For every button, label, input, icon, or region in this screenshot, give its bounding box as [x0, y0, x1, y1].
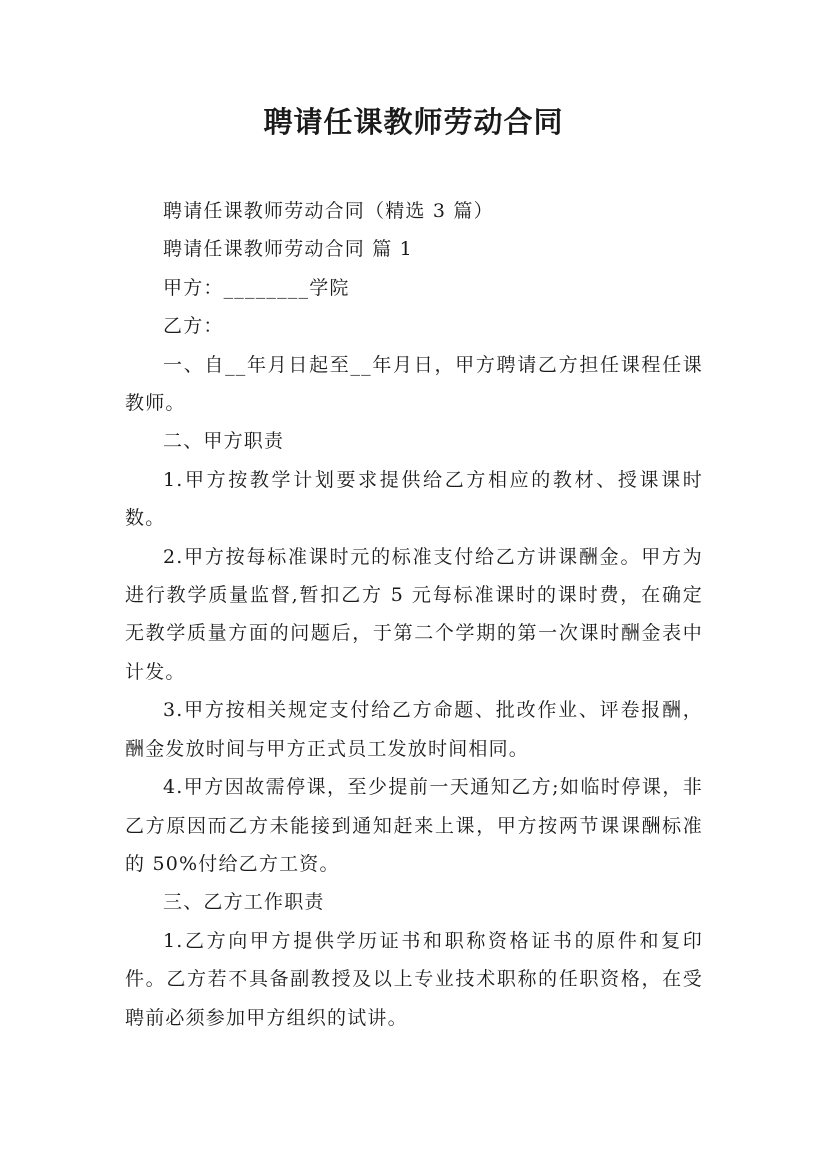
- paragraph-heading-party-a-duties: 二、甲方职责: [163, 430, 285, 453]
- paragraph-subtitle: 聘请任课教师劳动合同（精选 3 篇）: [163, 200, 494, 222]
- paragraph-party-a: 甲方：________学院: [163, 276, 350, 299]
- document-body: [125, 192, 703, 1037]
- paragraph-a-duty-1: 1.甲方按教学计划要求提供给乙方相应的教材、授课课时数。: [125, 468, 703, 530]
- paragraph-a-duty-4: 4.甲方因故需停课，至少提前一天通知乙方;如临时停课，非乙方原因而乙方未能接到通知赶来上课，甲方按两节课课酬标准的 50%付给乙方工资。: [125, 776, 703, 875]
- paragraph-a-duty-3: 3.甲方按相关规定支付给乙方命题、批改作业、评卷报酬，酬金发放时间与甲方正式员工发放时间相同。: [125, 699, 703, 760]
- paragraph-heading-party-b-duties: 三、乙方工作职责: [163, 891, 325, 914]
- paragraph-b-duty-1: 1.乙方向甲方提供学历证书和职称资格证书的原件和复印件。乙方若不具备副教授及以上专业技术职称的任职资格，在受聘前必须参加甲方组织的试讲。: [125, 929, 703, 1029]
- paragraph-a-duty-2: 2.甲方按每标准课时元的标准支付给乙方讲课酬金。甲方为进行教学质量监督,暂扣乙方 5 元每标准课时的课时费，在确定无教学质量方面的问题后，于第二个学期的第一次课时酬金表中计发。: [125, 545, 703, 683]
- paragraph-section-heading: 聘请任课教师劳动合同 篇 1: [163, 238, 413, 261]
- paragraph-party-b: 乙方：: [163, 315, 224, 338]
- document-title: 聘请任课教师劳动合同: [263, 105, 564, 139]
- paragraph-clause-1: 一、自__年月日起至__年月日，甲方聘请乙方担任课程任课教师。: [125, 353, 703, 415]
